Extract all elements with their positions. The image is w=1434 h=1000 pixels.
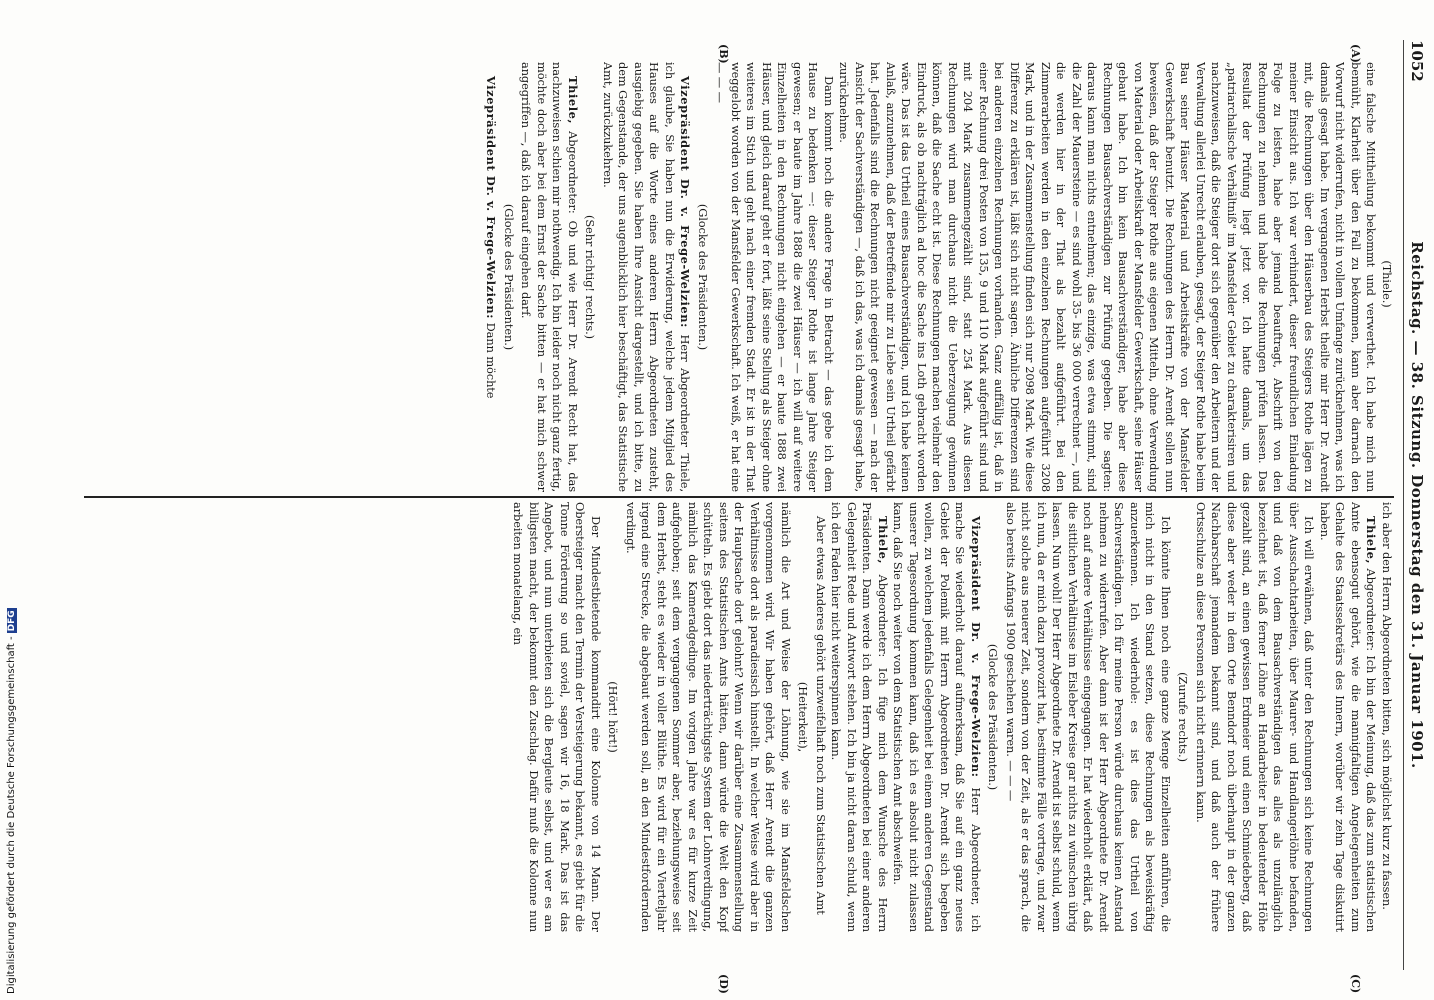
speaker-name: Vizepräsident Dr. v. Frege-Welzien: — [484, 76, 499, 320]
speaker-name: Thiele, — [566, 76, 580, 125]
stage-direction: (Glocke des Präsidenten.) — [696, 203, 710, 351]
speech-text: Abgeordneter: Ob und wie Herr Dr. Arendt Recht hat, das nachzuweisen schien mir nothwendig. Ich bin leider noch nicht ganz fertig, möchte doch aber bei dem Ernst der Sache bitten — er hat mich schwer angegriffen —, daß ich darauf eingehen darf. — [519, 62, 580, 492]
dfg-logo: DFG — [7, 610, 17, 632]
header-rule — [1403, 40, 1404, 970]
speech — [483, 62, 499, 492]
speech — [518, 62, 580, 492]
paragraph: Der Mindestbietende kommandirt eine Kolonne von 14 Mann. Der Obersteiger macht den Termin der Versteigerung bekannt, es giebt für die Tonne Förderung so und soviel, sagen wir 16, 18 Mark. Das ist das Angebot, und nun unterbieten sich die Bergleute selbst, und wer es am billigsten macht, der bekommt den Zuschlag. Dafür muß die Kolonne nun arbeiten monatelang, ein — [511, 502, 603, 932]
digitization-credit — [6, 608, 17, 994]
speech — [1317, 502, 1379, 932]
speech-text: Dann möchte — [484, 322, 499, 399]
stage-direction: (Hört! hört!) — [606, 681, 621, 753]
stage-direction: (Glocke des Präsidenten.) — [986, 643, 1001, 791]
speaker-head: (Thiele.) — [1380, 260, 1394, 308]
speaker-name: Vizepräsident Dr. v. Frege-Welzien: — [969, 516, 983, 778]
speech — [600, 62, 693, 492]
speaker-name: Thiele, — [876, 516, 890, 565]
right-column — [64, 502, 1394, 932]
column-divider — [84, 496, 1394, 498]
credit-text: Digitalisierung gefördert durch die Deutsche Forschungsgemeinschaft - — [6, 636, 17, 994]
paragraph: Ich will erwähnen, daß unter den Rechnungen sich keine Rechnungen über Ausschachtarbeiten, über Maurer- und Handlangerlöhne befanden, und daß von dem Bausachverständigen das alles als unzulänglich bezeichnet ist, daß ferner Löhne an Handarbeiter in bedeutender Höhe gezahlt sind, an einen gewissen Erdmeier und einen Schmiedeberg, daß diese aber weder in dem Orte Benndorf noch überhaupt in der ganzen Nachbarschaft jemandem bekannt sind, und daß auch der frühere Ortsschulze an diese Personen sich nicht erinnern kann. — [1194, 502, 1317, 932]
margin-mark-c: (C) — [1349, 974, 1362, 994]
margin-mark-b: (B) — [717, 44, 730, 64]
page-number: 1052 — [1408, 40, 1426, 82]
paragraph: Dann kommt noch die andere Frage in Betracht — das gebe ich dem Hause zu bedenken —: dieser Steiger Rothe ist lange Jahre Steiger gewesen; er baute im Jahre 1888 die zwei Häuser — ich will auf weitere Einzelheiten in den Rechnungen nicht eingehen — er baute 1888 zwei Häuser, und gleich darauf geht er fort, läßt seine Stellung als Steiger ohne weiteres im Stich und geht nach einer fremden Stadt. Er ist in der That weggelobt worden von der Mansfelder Gewerkschaft. Ich weiß, er hat eine — — — — [713, 62, 836, 492]
speaker-name: Thiele, — [1364, 516, 1379, 565]
speech — [828, 502, 890, 932]
speech-text: Abgeordneter: Ich bin der Meinung, daß das zum statistischen Amte ebensogut gehört, wie die mannigfaltigen Angelegenheiten zum Gehalte des Staatssekretärs des Innern, worüber wir zehn Tage diskutirt haben. — [1318, 502, 1379, 932]
paragraph: nämlich die Art und Weise der Löhnung, wie sie im Mansfeldschen vorgenommen wird. Wir haben gehört, daß Herr Arendt die ganzen Verhältnisse dort als paradiesisch hinstellt. In welcher Weise wird aber in der Hauptsache dort gelohnt? Wenn wir darüber eine Zusammenstellung seitens des Statistischen Amts hätten, dann würde die Welt den Kopf schütteln. Es giebt dort das niederträchtigste System der Lohnverdingung, nämlich das Kameradgedinge. Im vorigen Jahre war es für kurze Zeit aufgehoben; seit dem vergangenen Sommer aber, beziehungsweise seit dem Herbst, steht es wieder in voller Blüthe. Es wird für ein Vierteljahr irgend eine Strecke, die abgebaut werden soll, an den Mindestfordernden verdingt. — [624, 502, 793, 932]
paragraph: ich aber den Herrn Abgeordneten bitten, sich möglichst kurz zu fassen. — [1380, 502, 1394, 910]
left-column — [64, 62, 1394, 492]
paragraph: Ich könnte Ihnen noch eine ganze Menge Einzelheiten anführen, die mich nicht in den Stand setzen, diese Rechnungen als beweiskräftig anzuerkennen. Ich wiederhole: es ist dies das Urtheil von Sachverständigen. Ich für meine Person würde durchaus keinen Anstand nehmen zu widerrufen. Aber dann ist der Herr Abgeordnete Dr. Arendt noch auf andere Verhältnisse eingegangen. Er hat wiederholt erklärt, daß die sittlichen Verhältnisse im Eisleber Kreise gar nichts zu wünschen übrig lassen. Nun wohl! Der Herr Abgeordnete Dr. Arendt ist selbst schuld, wenn ich nun, da er mich dazu provozirt hat, bestimmte Fälle vortrage, und zwar nicht solche aus neuerer Zeit, sondern von der Zeit, als er das sprach, die also bereits Anfangs 1900 geschehen waren. — — — — [1004, 502, 1173, 932]
speaker-name: Vizepräsident Dr. v. Frege-Welzien: — [678, 76, 693, 328]
speech-text: Herr Abgeordneter Thiele, ich glaube, Sie haben nun die Erwiderung, welche jedem Mitglied des Hauses auf die Worte eines anderen Herrn Abgeordneten zusteht, ausgiebig gegeben. Sie haben Ihre Ansicht dargestellt, und ich bitte, zu dem Gegenstande, der uns augenblicklich hier beschäftigt, das Statistische Amt, zurückzukehren. — [601, 62, 693, 492]
margin-mark-a: (A) — [1349, 44, 1362, 63]
paragraph: Aber etwas Anderes gehört unzweifelhaft noch zum Statistischen Amt — [814, 516, 828, 915]
stage-direction: (Glocke des Präsidenten.) — [502, 203, 516, 351]
page-title: Reichstag. — 38. Sitzung. Donnerstag den 31. Januar 1901. — [1408, 241, 1426, 769]
paragraph: eine falsche Mittheilung bekommt und verwerthet. Ich habe mich nun bemüht, Klarheit über den Fall zu bekommen, kann aber darnach den Vorwurf nicht widerrufen, nicht in vollem Umfange zurücknehmen, was ich damals gesagt habe. Im vergangenen Herbst theilte mir Herr Dr. Arendt mit, die Rechnungen über den Häuserbau des Steigers Rothe lägen zu meiner Einsicht aus. Ich war verhindert, dieser freundlichen Einladung Folge zu leisten, habe aber jemand beauftragt, Abschrift von den Rechnungen zu nehmen und habe die Rechnungen prüfen lassen. Das Resultat der Prüfung liegt jetzt vor. Ich hatte damals, um das „patriarchalische Verhältniß" im Mansfelder Gebiet zu charakterisiren und nachzuweisen, daß die Steiger dort sich gegenüber den Arbeitern und der Verwaltung allerlei Unrecht erlauben, gesagt, der Steiger Rothe habe beim Bau seiner Häuser Material und Arbeitskräfte von der Mansfelder Gewerkschaft benutzt. Die Rechnungen des Herrn Dr. Arendt sollen nun beweisen, daß der Steiger Rothe aus eigenen Mitteln, ohne Verwendung von Material oder Arbeitskraft der Mansfelder Gewerkschaft, seine Häuser gebaut habe. Ich bin kein Bausachverständiger, habe aber diese Rechnungen Bausachverständigen zur Prüfung gegeben. Die sagten: daraus kann man nichts entnehmen; das einzige, was etwa stimmt, sind die Zahl der Mauersteine — es sind wohl 35- bis 36 000 verrechnet —, und die werden hier in der That als bezahlt aufgeführt. Bei den Zimmerarbeiten werden in den einzelnen Rechnungen aufgeführt 3208 Mark, und in der Zusammenstellung finden sich nur 2098 Mark. Wie diese Differenz zu erklären ist, läßt sich nicht sagen. Ähnliche Differenzen sind bei anderen einzelnen Rechnungen vorhanden. Ganz auffällig ist, daß in einer Rechnung drei Posten von 135, 9 und 110 Mark aufgeführt sind und mit 204 Mark zusammengezählt sind, statt 254 Mark. Aus diesen Rechnungen wird man durchaus nicht die Ueberzeugung gewinnen können, daß die Sache echt ist. Diese Rechnungen machen vielmehr den Eindruck, als ob nachträglich ad hoc die Sache ins Loth gebracht worden wäre. Das ist das Urtheil eines Bausachverständigen, und ich habe keinen Anlaß, anzunehmen, daß der Betreffende mir zu Liebe sein Urtheil gefärbt hat. Jedenfalls sind die Rechnungen nicht geeignet gewesen — nach der Ansicht der Sachverständigen —, daß ich das, was ich damals gesagt habe, zurücknehme. — [837, 62, 1379, 492]
speech-text: Abgeordneter: Ich füge mich dem Wunsche des Herrn Präsidenten. Dann werde ich dem Herrn Abgeordneten bei einer anderen Gelegenheit Rede und Antwort stehen. Ich bin ja nicht daran schuld, wenn ich den Faden hier nicht weiterspinnen kann. — [829, 502, 890, 932]
margin-mark-d: (D) — [717, 974, 730, 994]
page-header — [1404, 40, 1426, 970]
speech — [890, 502, 983, 932]
stage-direction: (Heiterkeit), — [796, 681, 811, 753]
stage-direction: (Sehr richtig! rechts.) — [583, 215, 598, 339]
speech-text: Herr Abgeordneter, ich mache Sie wiederholt darauf aufmerksam, daß Sie auf ein ganz neues Gebiet der Polemik mit Herrn Abgeordneten Dr. Arendt sich begeben wollen, zu welchem jedenfalls Gelegenheit bei einem anderen Gegenstand unserer Tagesordnung kommen kann, daß ich es absolut nicht zulassen kann, daß Sie noch weiter von dem Statistischen Amt abschweifen. — [891, 502, 983, 932]
stage-direction: (Zurufe rechts.) — [1176, 672, 1191, 762]
